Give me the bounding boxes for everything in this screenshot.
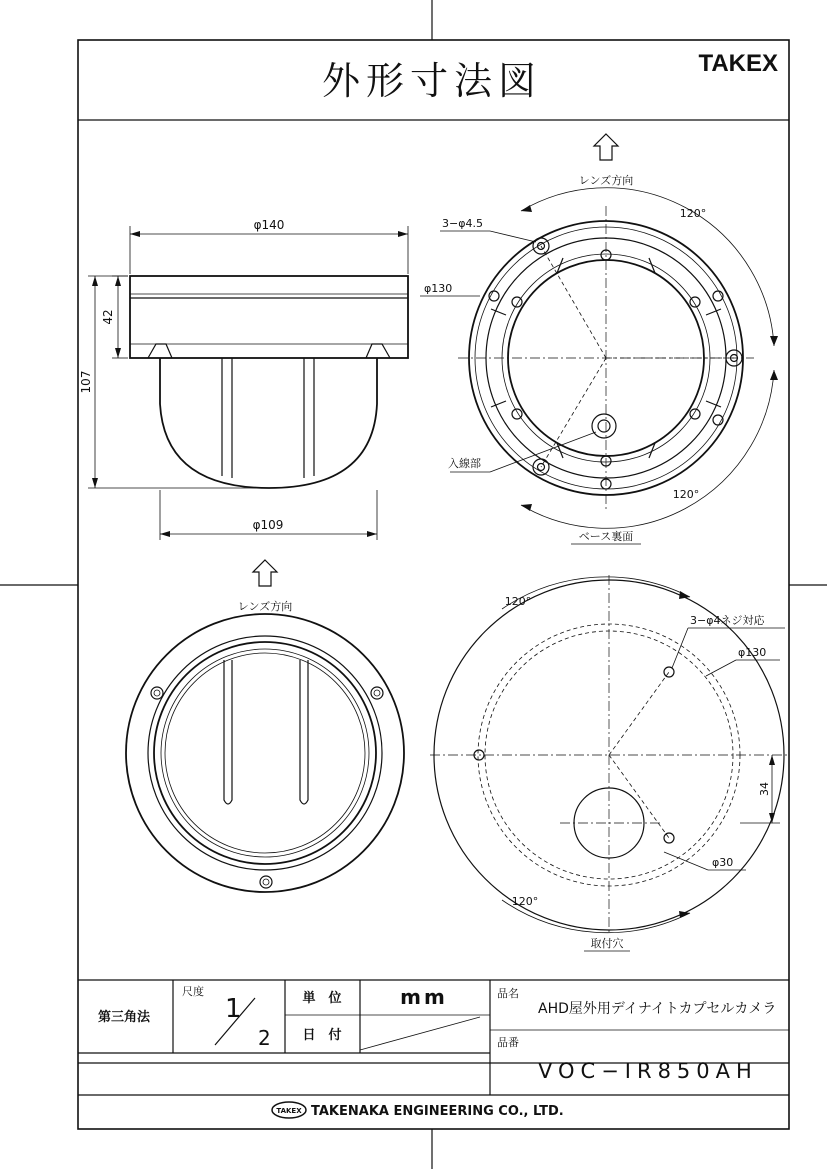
side-view xyxy=(79,218,408,540)
date-label: 日 付 xyxy=(302,1028,342,1043)
company-mark-text: TAKEX xyxy=(276,1107,302,1115)
mount-angle-top: 120° xyxy=(504,595,532,608)
mount-pcd-callout: φ130 xyxy=(738,646,767,659)
dim-height-total: 107 xyxy=(79,370,93,394)
product-name-label: 品名 xyxy=(497,987,519,1000)
front-view xyxy=(126,560,404,892)
angle-bottom-label: 120° xyxy=(672,488,700,501)
unit-label: 単 位 xyxy=(302,991,342,1006)
base-back-caption: ベース裏面 xyxy=(578,530,634,543)
hole-callout: 3−φ4.5 xyxy=(442,217,483,230)
unit-value: mm xyxy=(400,985,448,1009)
company-name: TAKENAKA ENGINEERING CO., LTD. xyxy=(311,1104,564,1119)
hole-diameter-callout: φ30 xyxy=(712,856,734,869)
product-number-label: 品番 xyxy=(497,1036,519,1049)
base-back-view xyxy=(420,134,778,544)
product-number: VOC−IR850AH xyxy=(538,1059,758,1083)
sheet-frame xyxy=(78,40,789,1129)
page-title: 外形寸法図 xyxy=(321,59,543,103)
dim-top-width: φ140 xyxy=(253,218,285,232)
lens-direction-arrow-top xyxy=(594,134,618,160)
scale-numerator: 1 xyxy=(225,994,242,1024)
scale-label: 尺度 xyxy=(182,985,204,998)
lens-direction-arrow-bottom xyxy=(253,560,277,586)
mounting-holes-view xyxy=(430,575,790,951)
mount-holes-caption: 取付穴 xyxy=(590,937,624,950)
screw-callout: 3−φ4ネジ対応 xyxy=(690,614,765,627)
title-block xyxy=(78,980,789,1119)
dim-height-base: 42 xyxy=(101,309,115,325)
angle-top-label: 120° xyxy=(679,207,707,220)
offset-dimension: 34 xyxy=(758,782,771,796)
product-name: AHD屋外用デイナイトカプセルカメラ xyxy=(538,1001,777,1017)
dim-dome-width: φ109 xyxy=(252,518,284,532)
projection-method: 第三角法 xyxy=(97,1010,151,1025)
wire-entry-callout: 入線部 xyxy=(448,457,481,470)
brand-logo: TAKEX xyxy=(698,50,778,77)
lens-direction-label-top: レンズ方向 xyxy=(578,174,634,187)
scale-denominator: 2 xyxy=(258,1026,271,1050)
pcd-callout: φ130 xyxy=(424,282,453,295)
mount-angle-bottom: 120° xyxy=(511,895,539,908)
lens-direction-label-bottom: レンズ方向 xyxy=(237,600,293,613)
